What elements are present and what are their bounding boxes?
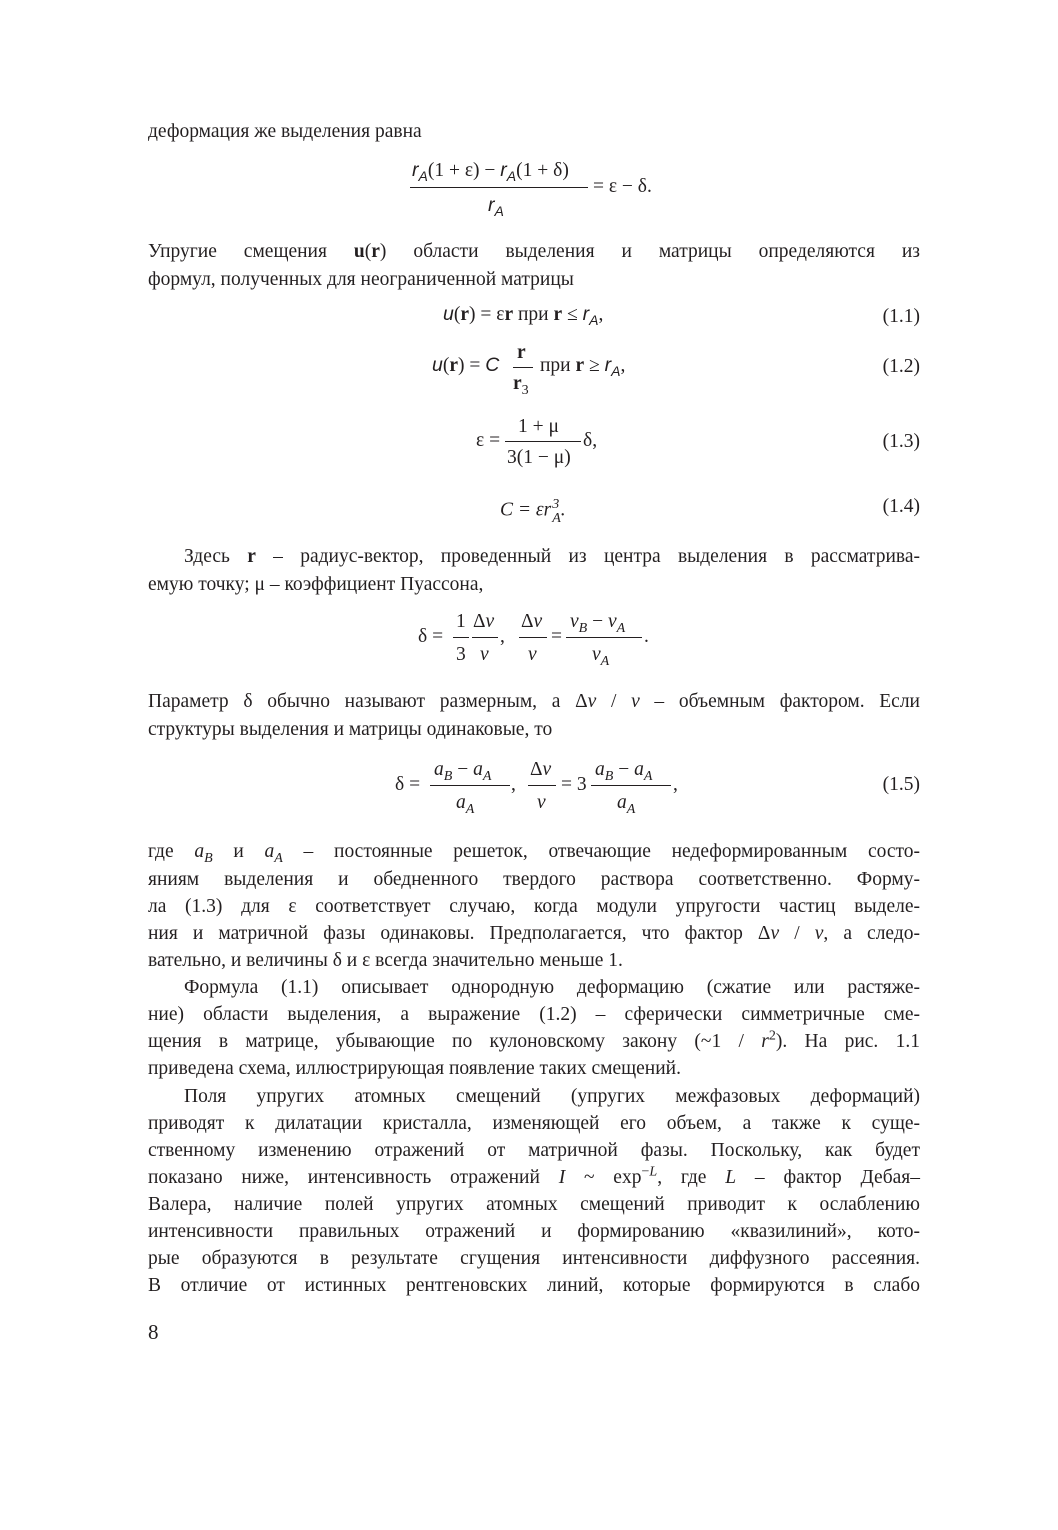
fraction-1-denominator: 3 — [456, 644, 466, 665]
formula-lhs: δ = — [418, 626, 444, 647]
equation-1-1: u(r) = εr при $r \le r_A$, — [443, 303, 604, 328]
fraction-bar — [472, 637, 498, 638]
fraction-3-denominator: $a_A$ — [617, 792, 636, 817]
equation-1-2-numerator: r — [517, 342, 526, 363]
paragraph-6-line-5: Валера, наличие полей упругих атомных смещений приводит к ослаблению — [148, 1194, 920, 1215]
paragraph-6-line-4: показано ниже, интенсивность отражений I ~ $\exp^{-L}$, где L – фактор Дебая– — [148, 1163, 920, 1188]
fraction-2-denominator: v — [480, 644, 489, 665]
fraction-2-numerator: Δv — [530, 759, 552, 780]
fraction-3-numerator: $a_B - a_A$ — [595, 759, 653, 784]
paragraph-6-line-6: интенсивности правильных отражений и формированию «квазилиний», кото- — [148, 1221, 920, 1242]
equation-1-2-denominator: $r_3$ — [513, 373, 529, 398]
fraction-2-numerator: Δv — [473, 611, 495, 632]
equation-1-2-lhs: u(r) = C — [432, 354, 500, 376]
equals-sign: = — [551, 626, 562, 647]
equals-three: = 3 — [561, 774, 587, 795]
fraction-bar — [513, 367, 533, 368]
fraction-1-numerator: $a_B - a_A$ — [434, 759, 492, 784]
paragraph-4-line-2: яниям выделения и обедненного твердого раствора соответственно. Форму- — [148, 869, 920, 890]
fraction-numerator: $r_A(1 + \varepsilon) - r_A(1 + \delta)$ — [412, 159, 569, 184]
fraction-bar — [430, 785, 510, 786]
paragraph-5-line-1: Формула (1.1) описывает однородную деформацию (сжатие или растяже- — [184, 977, 920, 998]
paragraph-1-line-2: формул, полученных для неограниченной матрицы — [148, 269, 574, 290]
equation-1-3-numerator: 1 + μ — [518, 416, 559, 437]
equation-1-2-rhs: при $r \ge r_A$, — [540, 354, 626, 379]
paragraph-6-line-8: В отличие от истинных рентгеновских линий, которые формируются в слабо — [148, 1275, 920, 1296]
fraction-bar — [505, 441, 581, 442]
intro-text: деформация же выделения равна — [148, 121, 422, 142]
fraction-3-numerator: Δv — [521, 611, 543, 632]
page-number: 8 — [148, 1320, 159, 1344]
paragraph-5-line-4: приведена схема, иллюстрирующая появление таких смещений. — [148, 1058, 681, 1079]
paragraph-3-line-1: Параметр δ обычно называют размерным, а Δv / v – объемным фактором. Если — [148, 691, 920, 712]
fraction-2-denominator: v — [537, 792, 546, 813]
paragraph-6-line-1: Поля упругих атомных смещений (упругих межфазовых деформаций) — [184, 1086, 920, 1107]
fraction-bar — [519, 637, 547, 638]
period: . — [644, 626, 649, 647]
fraction-bar — [453, 637, 469, 638]
paragraph-2-line-1: Здесь r – радиус-вектор, проведенный из центра выделения в рассматрива- — [184, 546, 920, 567]
paragraph-4-line-4: ния и матричной фазы одинаковы. Предполагается, что фактор Δv / v, а следо- — [148, 923, 920, 944]
fraction-4-denominator: $v_A$ — [592, 644, 610, 669]
paragraph-5-line-2: ние) области выделения, а выражение (1.2) – сферически симметричные сме- — [148, 1004, 920, 1025]
fraction-bar — [591, 785, 671, 786]
fraction-1-numerator: 1 — [456, 611, 466, 632]
paragraph-2-line-2: емую точку; μ – коэффициент Пуассона, — [148, 574, 484, 595]
equation-number-1-2: (1.2) — [882, 356, 920, 377]
fraction-3-denominator: v — [528, 644, 537, 665]
equation-number-1-1: (1.1) — [882, 306, 920, 327]
fraction-bar — [528, 785, 556, 786]
comma: , — [511, 774, 516, 795]
paragraph-6-line-7: рые образуются в результате сгущения интенсивности диффузного рассеяния. — [148, 1248, 920, 1269]
fraction-1-denominator: $a_A$ — [456, 792, 475, 817]
paragraph-6-line-2: приводят к дилатации кристалла, изменяющей его объем, а также к суще- — [148, 1113, 920, 1134]
equation-number-1-4: (1.4) — [882, 496, 920, 517]
equation-1-4: C = εr 3 A . — [500, 496, 566, 527]
fraction-bar — [566, 637, 642, 638]
equation-number-1-3: (1.3) — [882, 431, 920, 452]
fraction-bar — [410, 187, 588, 188]
equation-1-3-denominator: 3(1 − μ) — [507, 447, 571, 468]
paragraph-6-line-3: ственному изменению отражений от матричной фазы. Поскольку, как будет — [148, 1140, 920, 1161]
paragraph-3-line-2: структуры выделения и матрицы одинаковые, то — [148, 719, 553, 740]
equation-1-5-lhs: δ = — [395, 774, 421, 795]
fraction-denominator: $r_A$ — [488, 194, 504, 219]
fraction-4-numerator: $v_B - v_A$ — [570, 611, 626, 636]
equation-number-1-5: (1.5) — [882, 774, 920, 795]
comma: , — [673, 774, 678, 795]
equation-1-3-rhs: δ, — [583, 430, 598, 451]
equation-1-3-lhs: ε = — [476, 430, 501, 451]
paragraph-4-line-3: ла (1.3) для ε соответствует случаю, когда модули упругости частиц выделе- — [148, 896, 920, 917]
paragraph-4-line-5: вательно, и величины δ и ε всегда значительно меньше 1. — [148, 950, 623, 971]
paragraph-4-line-1: где $a_B$ и $a_A$ – постоянные решеток, отвечающие недеформированным состо- — [148, 841, 921, 866]
formula-rhs: = ε − δ. — [593, 176, 652, 197]
comma: , — [500, 626, 505, 647]
paragraph-1-line-1: Упругие смещения u(r) области выделения и матрицы определяются из — [148, 241, 920, 262]
paragraph-5-line-3: щения в матрице, убывающие по кулоновскому закону (~1 / $r^2$). На рис. 1.1 — [148, 1027, 920, 1052]
